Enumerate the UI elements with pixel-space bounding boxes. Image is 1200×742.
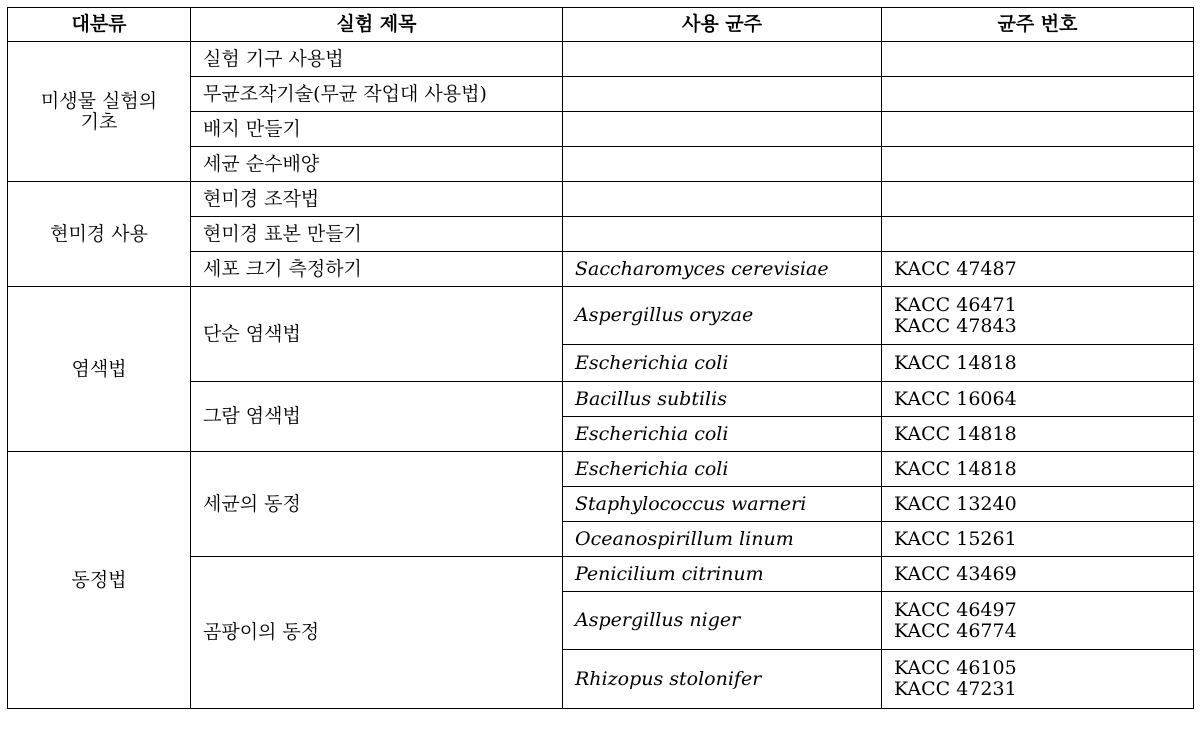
strain-number: KACC 46471 [894,293,1017,316]
strain-cell: Aspergillus oryzae [563,287,882,345]
header-title: 실험 제목 [191,8,563,42]
table-row [8,287,1194,345]
strain-cell [563,77,882,112]
strain-number-cell [882,217,1194,252]
category-cell: 현미경 사용 [8,182,191,287]
strain-cell [563,42,882,77]
title-cell: 세균 순수배양 [191,147,563,182]
strain-cell: Saccharomyces cerevisiae [563,252,882,287]
header-category: 대분류 [8,8,191,42]
title-cell: 세포 크기 측정하기 [191,252,563,287]
strain-cell [563,147,882,182]
strain-cell: Escherichia coli [563,452,882,487]
strain-cell [563,112,882,147]
strain-number-cell: KACC 14818 [882,345,1194,382]
strain-number-cell [882,112,1194,147]
header-strain: 사용 균주 [563,8,882,42]
strain-cell: Oceanospirillum linum [563,522,882,557]
strain-number-cell: KACC 43469 [882,557,1194,592]
strain-number-cell: KACC 13240 [882,487,1194,522]
table-row [8,452,1194,487]
strain-number-cell: KACC 14818 [882,417,1194,452]
title-cell: 실험 기구 사용법 [191,42,563,77]
title-cell: 단순 염색법 [191,287,563,382]
strain-number-cell [882,147,1194,182]
strain-number-cell [882,42,1194,77]
category-cell: 동정법 [8,452,191,709]
table-row [8,42,1194,77]
strain-number-cell [882,650,1194,709]
category-cell: 미생물 실험의 기초 [8,42,191,182]
strain-number-cell [882,592,1194,650]
header-row [8,8,1194,42]
title-cell: 그람 염색법 [191,382,563,452]
strain-number-cell: KACC 16064 [882,382,1194,417]
strain-number: KACC 46105 [894,657,1017,679]
strain-number-cell [882,77,1194,112]
title-cell: 현미경 표본 만들기 [191,217,563,252]
strain-cell: Staphylococcus warneri [563,487,882,522]
header-strain-number: 균주 번호 [882,8,1194,42]
strain-number-cell [882,287,1194,345]
strain-cell: Rhizopus stolonifer [563,650,882,709]
strain-number-cell: KACC 14818 [882,452,1194,487]
title-cell: 곰팡이의 동정 [191,557,563,709]
strain-number-cell [882,182,1194,217]
strain-number: KACC 47843 [894,314,1017,337]
title-cell: 무균조작기술(무균 작업대 사용법) [191,77,563,112]
strain-number: KACC 47231 [894,678,1017,700]
strain-number-cell: KACC 15261 [882,522,1194,557]
strain-cell [563,182,882,217]
strain-cell [563,217,882,252]
strain-cell: Escherichia coli [563,345,882,382]
strain-cell: Aspergillus niger [563,592,882,650]
experiment-table-container [7,7,1194,709]
title-cell: 현미경 조작법 [191,182,563,217]
strain-cell: Bacillus subtilis [563,382,882,417]
strain-cell: Escherichia coli [563,417,882,452]
strain-number: KACC 46774 [894,619,1017,642]
table-row [8,182,1194,217]
experiment-table [7,7,1194,709]
strain-number-cell: KACC 47487 [882,252,1194,287]
strain-cell: Penicilium citrinum [563,557,882,592]
title-cell: 세균의 동정 [191,452,563,557]
strain-number: KACC 46497 [894,598,1017,621]
category-cell: 염색법 [8,287,191,452]
title-cell: 배지 만들기 [191,112,563,147]
